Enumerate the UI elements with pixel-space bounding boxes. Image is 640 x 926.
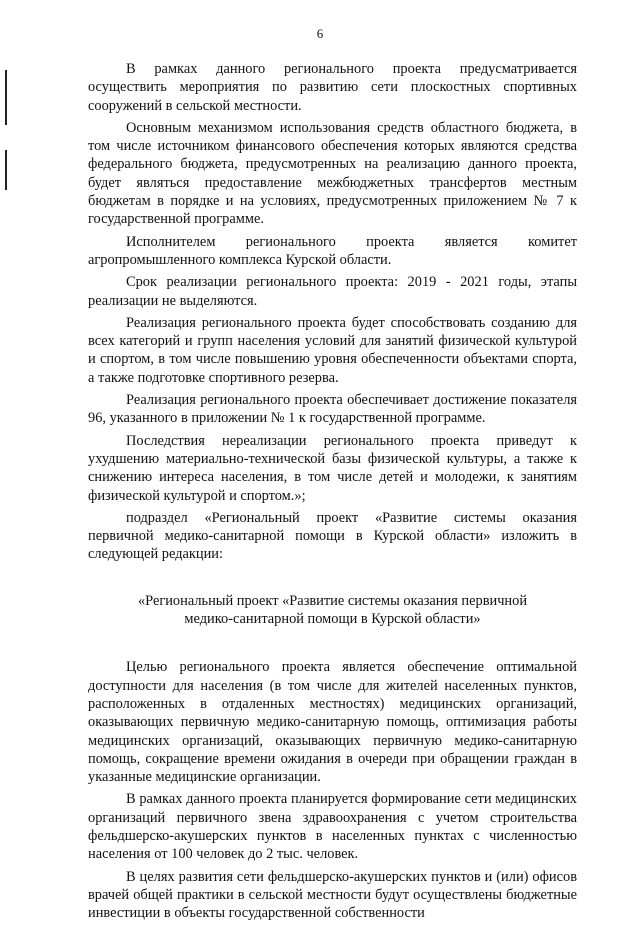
paragraph: В целях развития сети фельдшерско-акушерских пунктов и (или) офисов врачей общей практики в сельской местности будут осуществлены бюджетные инвестиции в объекты государственной собственности (88, 868, 577, 922)
margin-mark (5, 150, 7, 190)
paragraph: Реализация регионального проекта обеспечивает достижение показателя 96, указанного в приложении № 1 к государственной программе. (88, 392, 577, 427)
paragraph: Реализация регионального проекта будет способствовать созданию для всех категорий и групп населения условий для занятий физической культурой и спортом, в том числе повышению уровня обеспеченности объектами спорта, а также подготовке спортивного резерва. (88, 314, 577, 386)
section-heading-line: медико-санитарной помощи в Курской области» (184, 611, 481, 628)
paragraph: В рамках данного проекта планируется формирование сети медицинских организаций первичного звена здравоохранения с учетом строительства фельдшерско-акушерских пунктов в населенных пунктах с численностью населения от 100 человек до 2 тыс. человек. (88, 791, 577, 863)
paragraph: Срок реализации регионального проекта: 2019 - 2021 годы, этапы реализации не выделяются. (88, 274, 577, 309)
page-number: 6 (316, 26, 324, 41)
paragraph: Целью регионального проекта является обеспечение оптимальной доступности для населения (в том числе для жителей населенных пунктов, расположенных в отдаленных местностях) медицинских организаций, оказывающих первичную медико-санитарную помощь, оптимизация работы медицинских организаций, оказывающих первичную медико-санитарную помощь, сокращение времени ожидания в очереди при обращении граждан в указанные медицинские организации. (88, 659, 577, 786)
margin-mark (5, 70, 7, 125)
paragraph: Основным механизмом использования средств областного бюджета, в том числе источником финансового обеспечения которых являются средства федерального бюджета, предусмотренных на реализацию данного проекта, будет являться предоставление межбюджетных трансфертов местным бюджетам в порядке и на условиях, предусмотренных приложением № 7 к государственной программе. (88, 119, 577, 228)
section-heading (88, 592, 577, 629)
section-heading-line: «Региональный проект «Развитие системы оказания первичной (137, 592, 528, 609)
document-body (88, 60, 577, 926)
paragraph: подраздел «Региональный проект «Развитие системы оказания первичной медико-санитарной помощи в Курской области» изложить в следующей редакции: (88, 509, 577, 563)
paragraph: Исполнителем регионального проекта является комитет агропромышленного комплекса Курской области. (88, 233, 577, 268)
paragraph: В рамках данного регионального проекта предусматривается осуществить мероприятия по развитию сети плоскостных спортивных сооружений в сельской местности. (88, 61, 577, 114)
paragraph: Последствия нереализации регионального проекта приведут к ухудшению материально-технической базы физической культуры, а также к снижению интереса населения, в том числе детей и молодежи, к занятиям физической культурой и спортом.»; (88, 432, 577, 504)
